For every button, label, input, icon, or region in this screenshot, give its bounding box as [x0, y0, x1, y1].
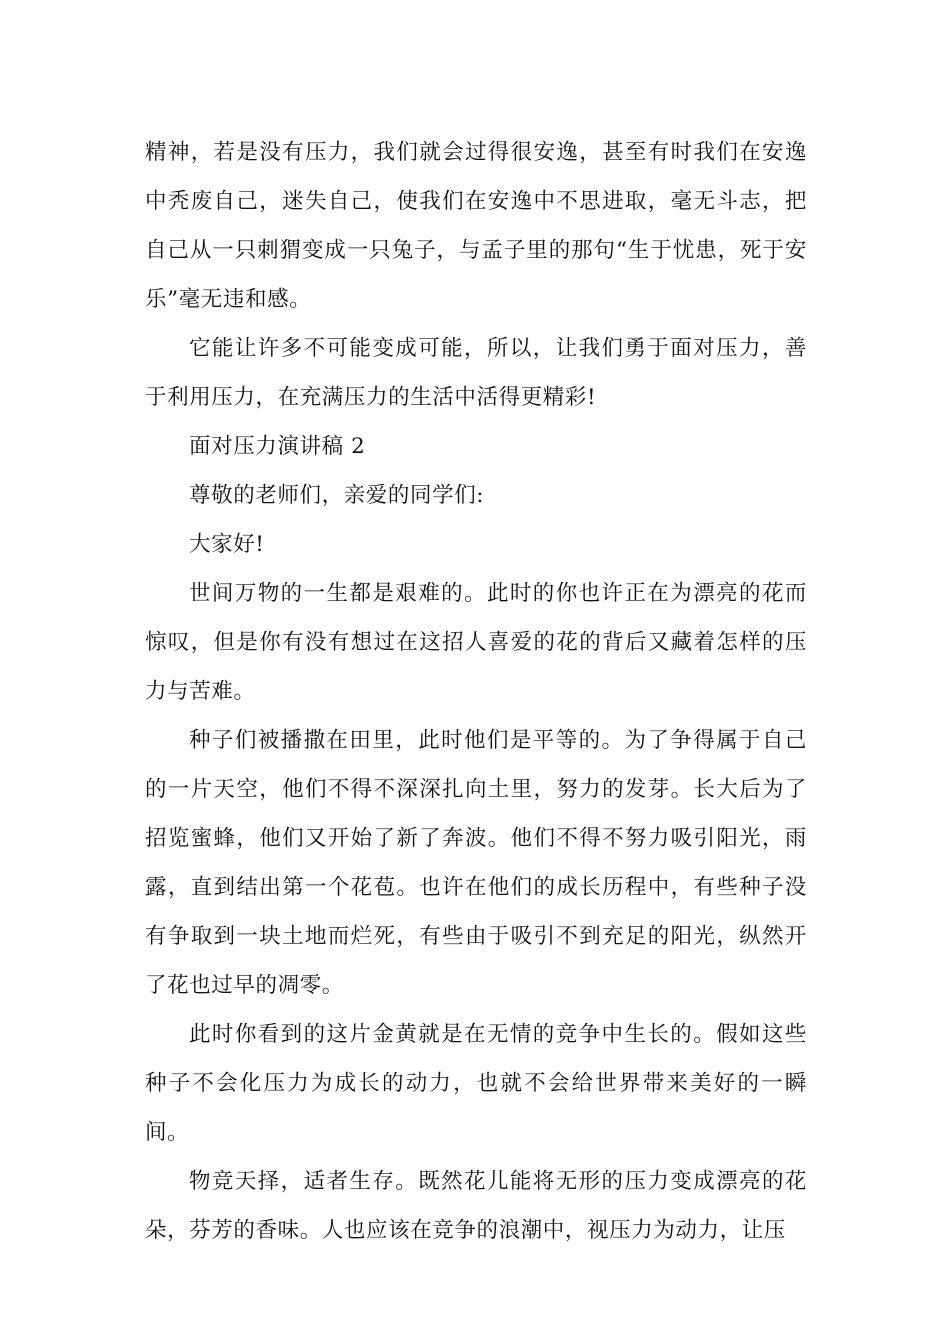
- document-body: [145, 128, 807, 1255]
- salutation: 尊敬的老师们，亲爱的同学们:: [189, 483, 485, 508]
- greeting: 大家好!: [189, 532, 265, 557]
- section-title: 面对压力演讲稿 2: [189, 434, 366, 459]
- paragraph-1: 精神，若是没有压力，我们就会过得很安逸，甚至有时我们在安逸中秃废自己，迷失自己，使我们在安逸中不思进取，毫无斗志，把自己从一只刺猬变成一只兔子，与孟子里的那句“生于忧患，死于安乐”毫无违和感。: [145, 140, 807, 312]
- paragraph-2: 它能让许多不可能变成可能，所以，让我们勇于面对压力，善于利用压力，在充满压力的生活中活得更精彩!: [145, 336, 807, 410]
- paragraph-8: 此时你看到的这片金黄就是在无情的竞争中生长的。假如这些种子不会化压力为成长的动力，也就不会给世界带来美好的一瞬间。: [145, 1022, 807, 1145]
- paragraph-9: 物竞天择，适者生存。既然花儿能将无形的压力变成漂亮的花朵，芬芳的香味。人也应该在竞争的浪潮中，视压力为动力，让压: [145, 1169, 807, 1243]
- paragraph-6: 世间万物的一生都是艰难的。此时的你也许正在为漂亮的花而惊叹，但是你有没有想过在这招人喜爱的花的背后又藏着怎样的压力与苦难。: [145, 581, 807, 704]
- paragraph-7: 种子们被播撒在田里，此时他们是平等的。为了争得属于自己的一片天空，他们不得不深深扎向土里，努力的发芽。长大后为了招览蜜蜂，他们又开始了新了奔波。他们不得不努力吸引阳光，雨露，直到结出第一个花苞。也许在他们的成长历程中，有些种子没有争取到一块土地而烂死，有些由于吸引不到充足的阳光，纵然开了花也过早的凋零。: [145, 728, 807, 998]
